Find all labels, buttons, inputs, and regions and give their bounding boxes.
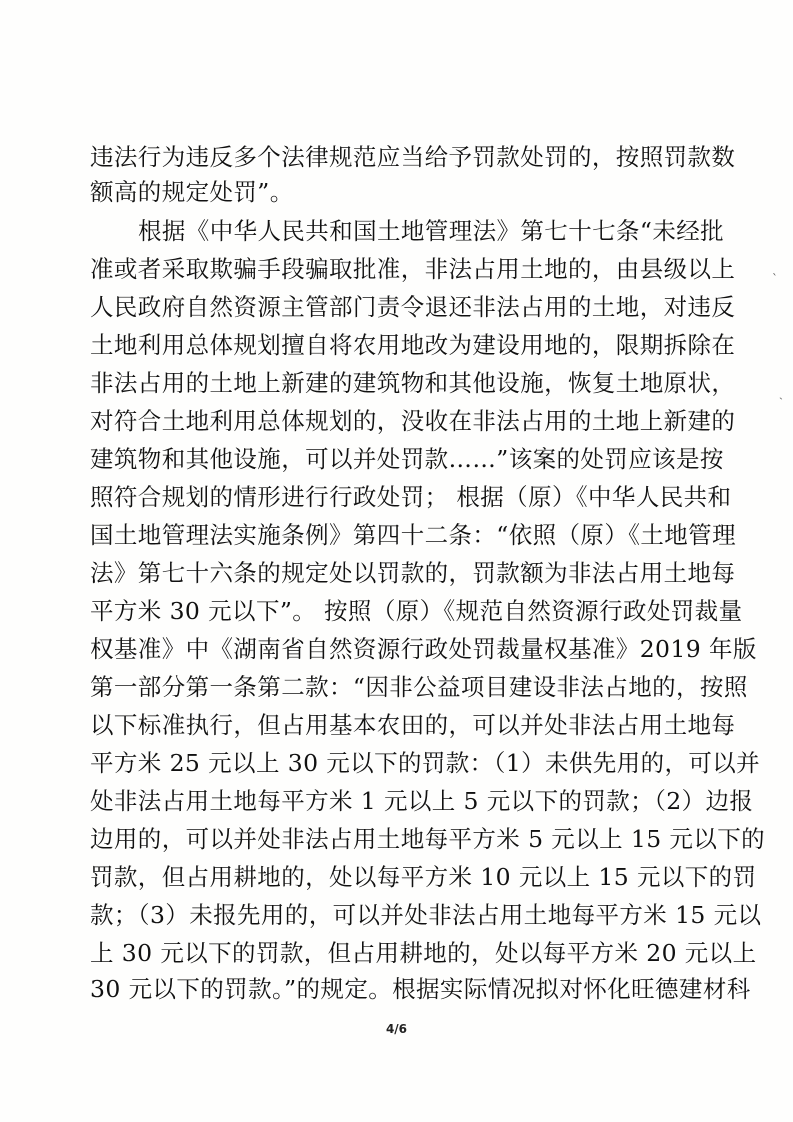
text-line: 非法占用的土地上新建的建筑物和其他设施，恢复土地原状，	[90, 369, 736, 397]
scan-speck: ˎ	[779, 386, 783, 400]
page-number: 4/6	[385, 1022, 408, 1036]
text-line: 第一部分第一条第二款：“因非公益项目建设非法占地的，按照	[90, 673, 748, 701]
text-line: 土地利用总体规划擅自将农用地改为建设用地的，限期拆除在	[90, 331, 736, 359]
text-line: 违法行为违反多个法律规范应当给予罚款处罚的，按照罚款数	[90, 143, 736, 171]
text-line: 建筑物和其他设施，可以并处罚款……”该案的处罚应该是按	[90, 445, 724, 473]
text-line: 法》第七十六条的规定处以罚款的，罚款额为非法占用土地每	[90, 559, 736, 587]
text-line: 罚款，但占用耕地的，处以每平方米 10 元以上 15 元以下的罚	[90, 863, 757, 891]
scan-speck: ˋ	[772, 272, 778, 286]
paragraph-start-line: 根据《中华人民共和国土地管理法》第七十七条“未经批	[138, 217, 725, 245]
text-line: 国土地管理法实施条例》第四十二条：“依照（原）《土地管理	[90, 521, 736, 549]
text-line: 对符合土地利用总体规划的，没收在非法占用的土地上新建的	[90, 407, 736, 435]
text-line: 权基准》中《湖南省自然资源行政处罚裁量权基准》2019 年版	[90, 635, 757, 663]
text-line: 处非法占用土地每平方米 1 元以上 5 元以下的罚款；（2）边报	[90, 787, 754, 815]
text-line: 款；（3）未报先用的，可以并处非法占用土地每平方米 15 元以	[90, 901, 762, 929]
text-line: 上 30 元以下的罚款，但占用耕地的，处以每平方米 20 元以上	[90, 939, 757, 967]
text-line: 额高的规定处罚”。	[90, 178, 294, 206]
text-line: 人民政府自然资源主管部门责令退还非法占用的土地，对违反	[90, 293, 736, 321]
text-line: 以下标准执行，但占用基本农田的，可以并处非法占用土地每	[90, 711, 736, 739]
text-line: 边用的，可以并处非法占用土地每平方米 5 元以上 15 元以下的	[90, 825, 766, 853]
text-line: 平方米 25 元以上 30 元以下的罚款：（1）未供先用的，可以并	[90, 749, 761, 777]
text-line: 平方米 30 元以下”。 按照（原）《规范自然资源行政处罚裁量	[90, 597, 743, 625]
text-line: 照符合规划的情形进行行政处罚； 根据（原）《中华人民共和	[90, 483, 732, 511]
text-line: 30 元以下的罚款。”的规定。根据实际情况拟对怀化旺德建材科	[90, 975, 751, 1003]
text-line: 准或者采取欺骗手段骗取批准，非法占用土地的，由县级以上	[90, 255, 736, 283]
